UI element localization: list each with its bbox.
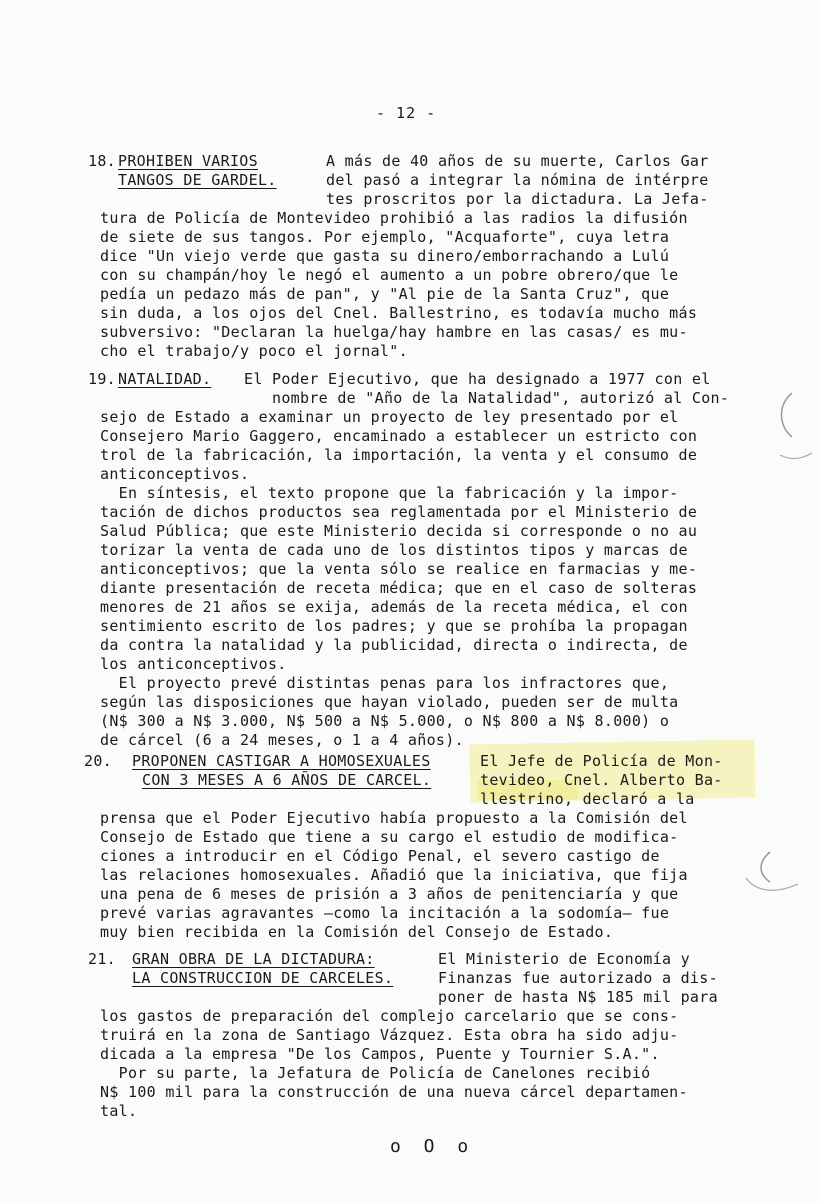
section-20-title-line: PROPONEN CASTIGAR A HOMOSEXUALES bbox=[132, 752, 431, 770]
section-19-body-line: (N$ 300 a N$ 3.000, N$ 500 a N$ 5.000, o N$ 800 a N$ 8.000) o bbox=[100, 712, 670, 730]
section-20-lead-line: tevideo, Cnel. Alberto Ba- bbox=[480, 771, 723, 789]
section-19-body-line: Consejero Mario Gaggero, encaminado a establecer un estricto con bbox=[100, 427, 698, 445]
section-18-body-line: sin duda, a los ojos del Cnel. Ballestrino, es todavía mucho más bbox=[100, 304, 698, 322]
section-20-body-line: muy bien recibida en la Comisión del Consejo de Estado. bbox=[100, 923, 614, 941]
section-18-body-line: de siete de sus tangos. Por ejemplo, "Acquaforte", cuya letra bbox=[100, 228, 670, 246]
section-21-body-line: N$ 100 mil para la construcción de una nueva cárcel departamen- bbox=[100, 1083, 688, 1101]
section-18-lead-line: tes proscritos por la dictadura. La Jefa- bbox=[326, 190, 709, 208]
section-21-body-line: tal. bbox=[100, 1102, 138, 1120]
section-20-body-line: prensa que el Poder Ejecutivo había propuesto a la Comisión del bbox=[100, 809, 688, 827]
section-18-title-line: TANGOS DE GARDEL. bbox=[118, 171, 277, 189]
section-19-body-line: Salud Pública; que este Ministerio decida si corresponde o no au bbox=[100, 522, 698, 540]
section-21-title-line: LA CONSTRUCCION DE CARCELES. bbox=[132, 969, 394, 987]
section-18-lead-line: del pasó a integrar la nómina de intérpre bbox=[326, 171, 709, 189]
section-18-body-line: pedía un pedazo más de pan", y "Al pie de la Santa Cruz", que bbox=[100, 285, 670, 303]
section-21-body-line: los gastos de preparación del complejo carcelario que se cons- bbox=[100, 1007, 679, 1025]
pencil-margin-mark bbox=[770, 385, 815, 465]
section-19-lead-line: El Poder Ejecutivo, que ha designado a 1977 con el bbox=[244, 370, 711, 388]
section-18-body-line: cho el trabajo/y poco el jornal". bbox=[100, 342, 408, 360]
section-21-number: 21. bbox=[88, 950, 116, 968]
section-19-body-line: de cárcel (6 a 24 meses, o 1 a 4 años). bbox=[100, 731, 464, 749]
section-21-title-line: GRAN OBRA DE LA DICTADURA: bbox=[132, 950, 375, 968]
section-18-body-line: con su champán/hoy le negó el aumento a un pobre obrero/que le bbox=[100, 266, 679, 284]
section-18-body-line: subversivo: "Declaran la huelga/hay hambre en las casas/ es mu- bbox=[100, 323, 688, 341]
section-21-body-line: Por su parte, la Jefatura de Policía de Canelones recibió bbox=[100, 1064, 651, 1082]
section-19-body-line: menores de 21 años se exija, además de la receta médica, el con bbox=[100, 598, 688, 616]
section-19-body-line: En síntesis, el texto propone que la fabricación y la impor- bbox=[100, 484, 679, 502]
section-19-body-line: diante presentación de receta médica; que en el caso de solteras bbox=[100, 579, 698, 597]
page-number: - 12 - bbox=[376, 104, 437, 122]
section-20-lead-line: El Jefe de Policía de Mon- bbox=[480, 752, 723, 770]
section-18-lead-line: A más de 40 años de su muerte, Carlos Gar bbox=[326, 152, 709, 170]
section-19-body-line: sentimiento escrito de los padres; y que se prohíba la propagan bbox=[100, 617, 688, 635]
section-20-lead-line: llestrino, declaró a la bbox=[480, 790, 695, 808]
pencil-margin-mark bbox=[740, 848, 810, 898]
section-20-body-line: prevé varias agravantes —como la incitación a la sodomía— fue bbox=[100, 904, 670, 922]
section-21-body-line: dicada a la empresa "De los Campos, Puente y Tournier S.A.". bbox=[100, 1045, 660, 1063]
section-20-title-line: CON 3 MESES A 6 AÑOS DE CARCEL. bbox=[142, 771, 432, 789]
section-21-lead-line: El Ministerio de Economía y bbox=[438, 950, 690, 968]
section-19-body-line: anticonceptivos; que la venta sólo se realice en farmacias y me- bbox=[100, 560, 698, 578]
section-21-body-line: truirá en la zona de Santiago Vázquez. Esta obra ha sido adju- bbox=[100, 1026, 679, 1044]
section-18-body-line: tura de Policía de Montevideo prohibió a las radios la difusión bbox=[100, 209, 688, 227]
section-19-lead-line: nombre de "Año de la Natalidad", autorizó al Con- bbox=[272, 389, 730, 407]
section-19-body-line: tación de dichos productos sea reglamentada por el Ministerio de bbox=[100, 503, 698, 521]
section-20-number: 20. bbox=[84, 752, 112, 770]
section-19-body-line: trol de la fabricación, la importación, la venta y el consumo de bbox=[100, 446, 698, 464]
section-20-body-line: ciones a introducir en el Código Penal, el severo castigo de bbox=[100, 847, 660, 865]
section-20-body-line: Consejo de Estado que tiene a su cargo el estudio de modifica- bbox=[100, 828, 679, 846]
section-18-body-line: dice "Un viejo verde que gasta su dinero/emborrachando a Lulú bbox=[100, 247, 670, 265]
section-19-body-line: anticonceptivos. bbox=[100, 465, 250, 483]
section-20-body-line: una pena de 6 meses de prisión a 3 años de penitenciaría y que bbox=[100, 885, 679, 903]
section-21-lead-line: poner de hasta N$ 185 mil para bbox=[438, 988, 718, 1006]
section-18-title-line: PROHIBEN VARIOS bbox=[118, 152, 258, 170]
end-ornament: o O o bbox=[390, 1136, 475, 1157]
section-21-lead-line: Finanzas fue autorizado a dis- bbox=[438, 969, 718, 987]
section-19-body-line: según las disposiciones que hayan violado, pueden ser de multa bbox=[100, 693, 679, 711]
section-19-number: 19. bbox=[88, 370, 116, 388]
section-19-title-line: NATALIDAD. bbox=[118, 370, 212, 388]
section-19-body-line: los anticonceptivos. bbox=[100, 655, 287, 673]
section-19-body-line: da contra la natalidad y la publicidad, directa o indirecta, de bbox=[100, 636, 688, 654]
section-18-number: 18. bbox=[88, 152, 116, 170]
section-19-body-line: El proyecto prevé distintas penas para los infractores que, bbox=[100, 674, 670, 692]
section-19-body-line: sejo de Estado a examinar un proyecto de ley presentado por el bbox=[100, 408, 679, 426]
section-19-body-line: torizar la venta de cada uno de los distintos tipos y marcas de bbox=[100, 541, 688, 559]
section-20-body-line: las relaciones homosexuales. Añadió que la iniciativa, que fija bbox=[100, 866, 688, 884]
